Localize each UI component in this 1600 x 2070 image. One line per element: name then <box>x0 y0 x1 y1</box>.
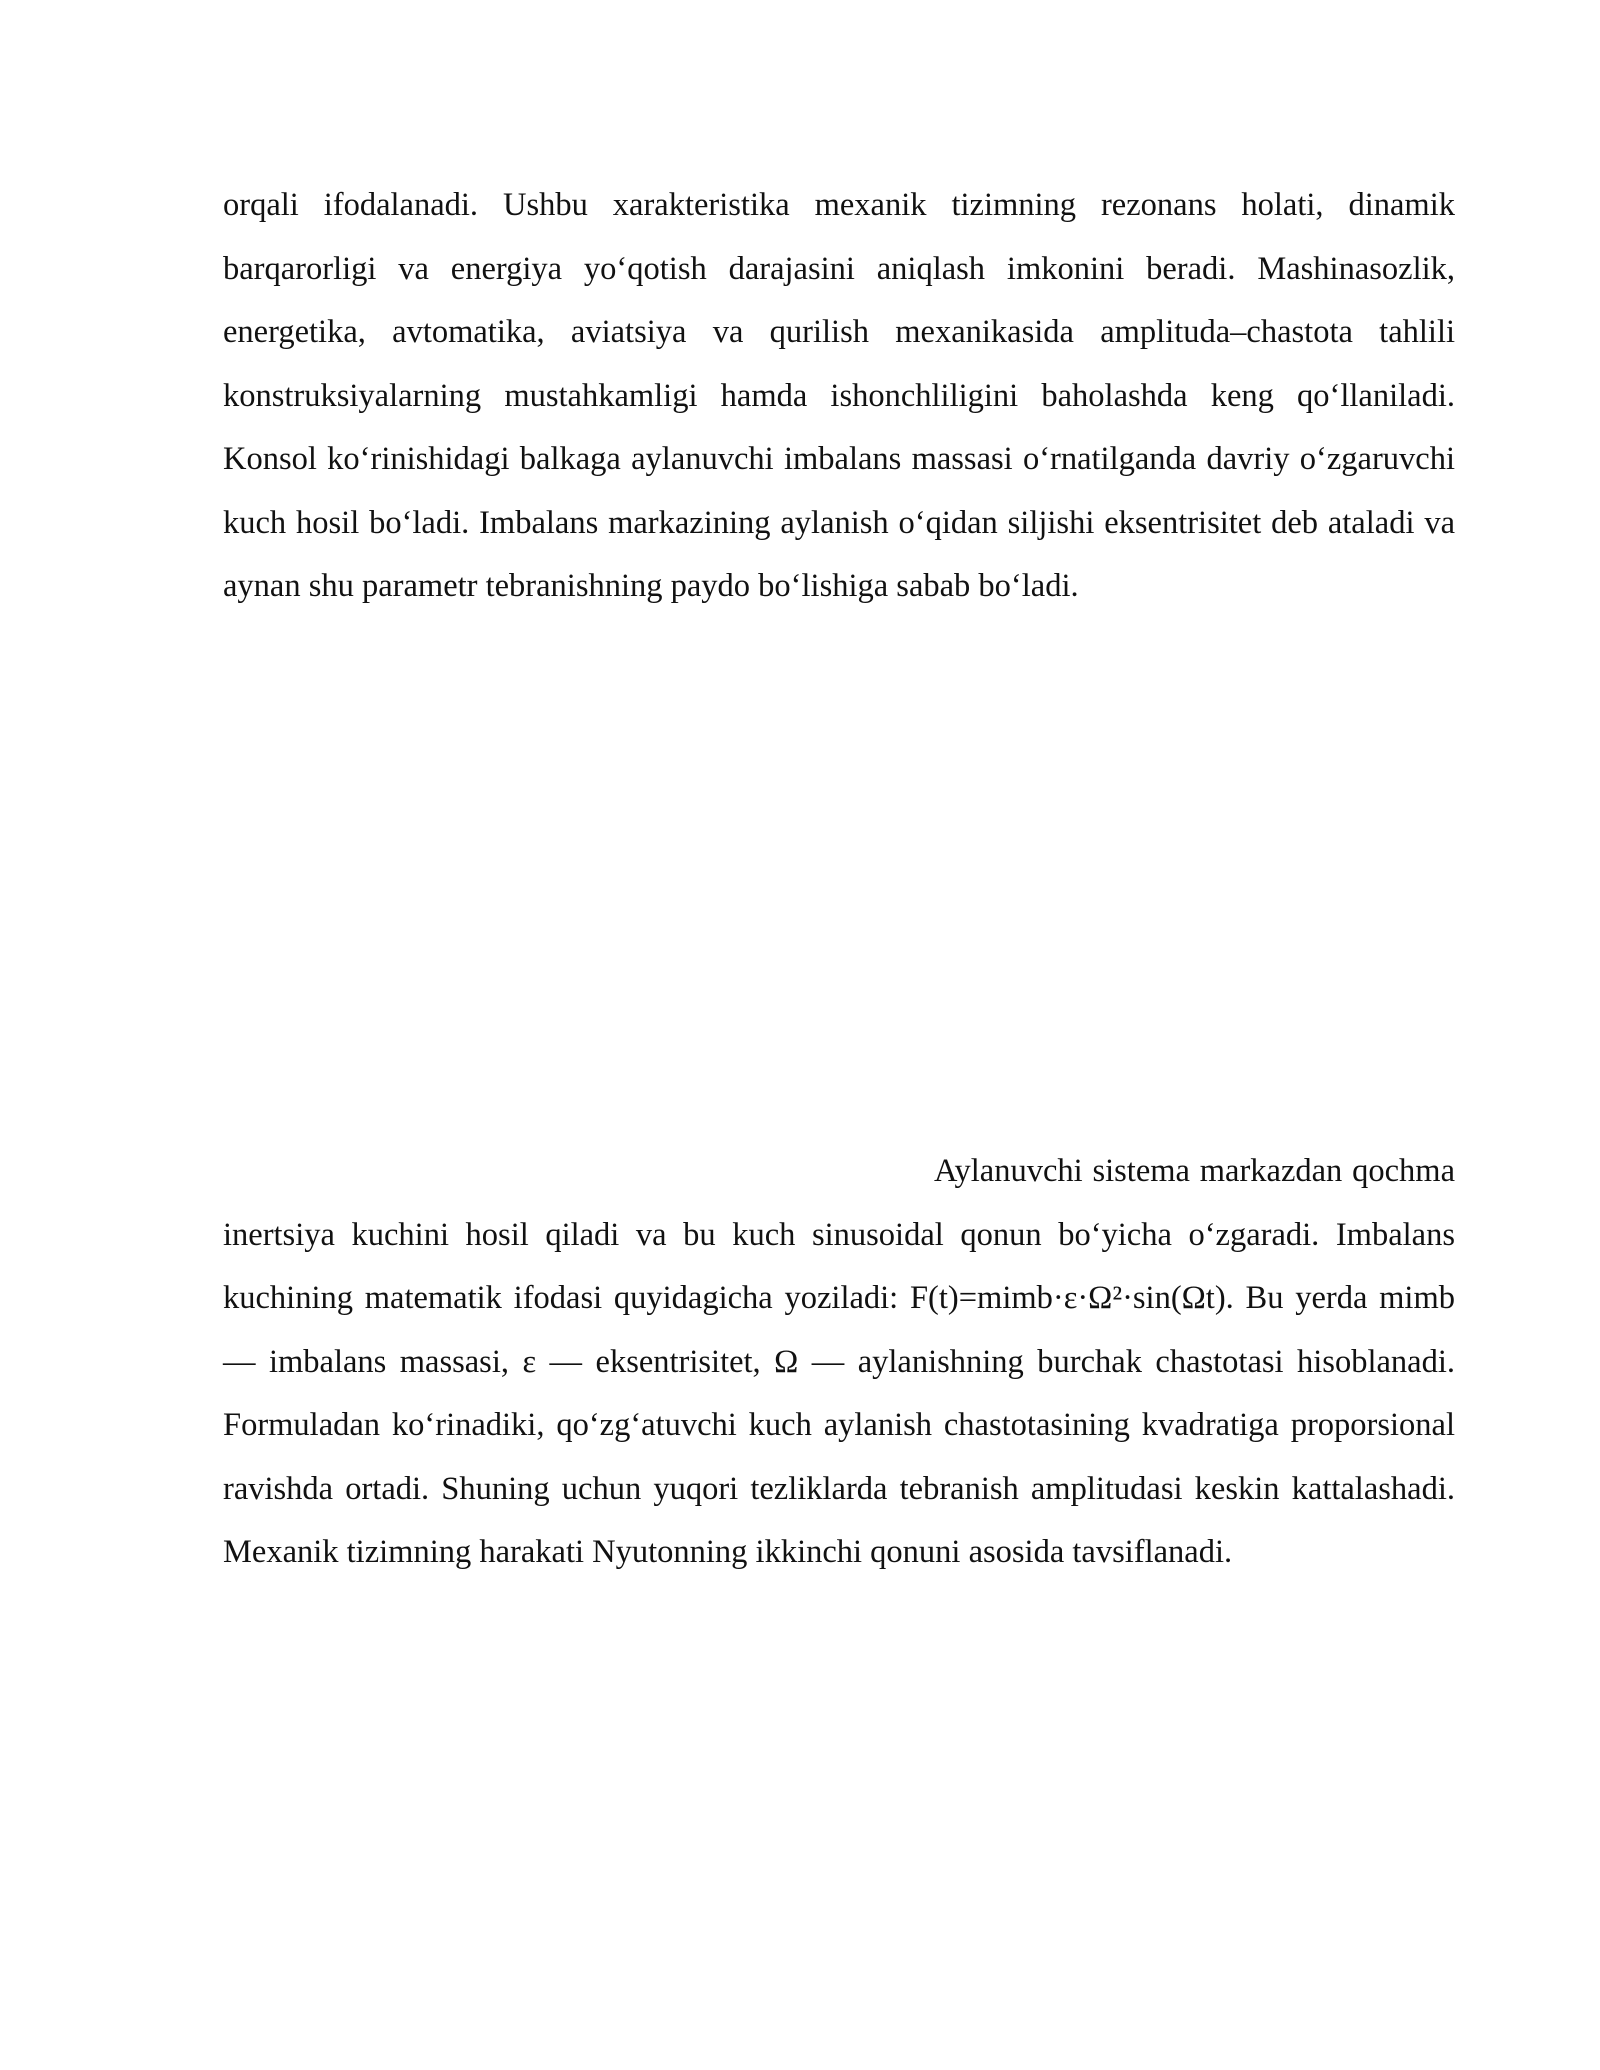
body-paragraph-1: orqali ifodalanadi. Ushbu xarakteristika mexanik tizimning rezonans holati, dinamik barqarorligi va energiya yo‘qotish darajasini aniqlash imkonini beradi. Mashinasozlik, energetika, avtomatika, aviatsiya va qurilish mexanikasida amplituda–chastota tahlili konstruksiyalarning mustahkamligi hamda ishonchliligini baholashda keng qo‘llaniladi. Konsol ko‘rinishidagi balkaga aylanuvchi imbalans massasi o‘rnatilganda davriy o‘zgaruvchi kuch hosil bo‘ladi. Imbalans markazining aylanish o‘qidan siljishi eksentrisitet deb ataladi va aynan shu parametr tebranishning paydo bo‘lishiga sabab bo‘ladi. <box>223 187 1455 604</box>
body-paragraph-2: Aylanuvchi sistema markazdan qochma inertsiya kuchini hosil qiladi va bu kuch sinusoidal qonun bo‘yicha o‘zgaradi. Imbalans kuchining matematik ifodasi quyidagicha yoziladi: F(t)=mimb·ε·Ω²·sin(Ωt). Bu yerda mimb — imbalans massasi, ε — eksentrisitet, Ω — aylanishning burchak chastotasi hisoblanadi. Formuladan ko‘rinadiki, qo‘zg‘atuvchi kuch aylanish chastotasining kvadratiga proporsional ravishda ortadi. Shuning uchun yuqori tezliklarda tebranish amplitudasi keskin kattalashadi. Mexanik tizimning harakati Nyutonning ikkinchi qonuni asosida tavsiflanadi. <box>223 1153 1455 1570</box>
